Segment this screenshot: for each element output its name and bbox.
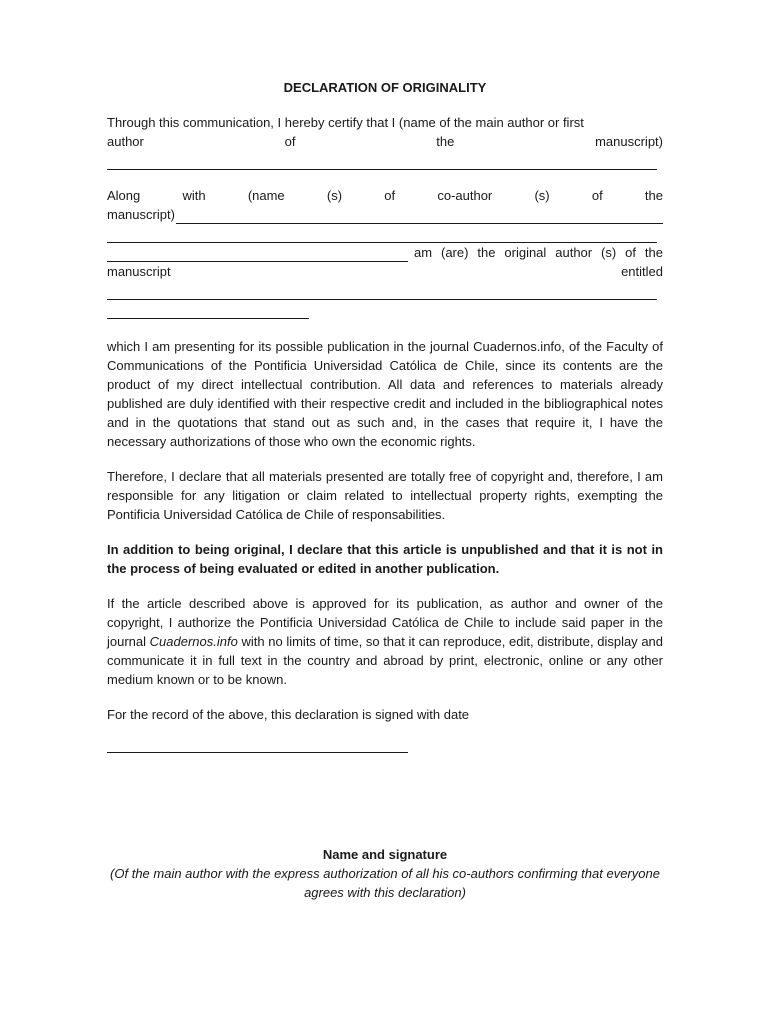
manuscript-title-field-2[interactable]: [107, 300, 309, 319]
spacer: [107, 170, 663, 186]
original-author-text: am (are) the original author (s) of the: [414, 245, 663, 260]
signature-title: Name and signature: [322, 847, 448, 862]
document-title: DECLARATION OF ORIGINALITY: [283, 80, 487, 95]
coauthor-third-line: [107, 243, 663, 262]
coauthor-name-field-1[interactable]: [176, 209, 663, 224]
spacer: [107, 319, 663, 337]
coauthor-name-field-2[interactable]: [107, 224, 657, 243]
coauthor-first-line: [107, 205, 663, 224]
authorization-text-1: If the article described above is approved for its publication, as author and owner of the copyright, I authorize the Pontificia Universidad Católica de Chile to include said paper in the journal: [107, 596, 663, 649]
copyright-paragraph: Therefore, I declare that all materials presented are totally free of copyright and, therefore, I am responsible for any litigation or claim related to intellectual property rights, exempting the Pontificia Universidad Católica de Chile of responsabilities.: [107, 469, 663, 522]
authorization-text-2: with no limits of time, so that it can reproduce, edit, distribute, display and communicate it in full text in the country and abroad by print, electronic, online or any other medium known or to be known.: [107, 634, 664, 687]
author-intro-line-2: author of the manuscript): [107, 134, 663, 149]
unpublished-statement: In addition to being original, I declare that this article is unpublished and that it is not in the process of being evaluated or edited in another publication.: [107, 542, 663, 576]
coauthor-intro-line: Along with (name (s) of co-author (s) of the: [107, 188, 663, 203]
manuscript-title-field-1[interactable]: [107, 281, 657, 300]
coauthor-name-field-3[interactable]: [107, 247, 408, 262]
author-paragraph: [107, 113, 663, 132]
document-body: [107, 113, 663, 724]
spacer: [107, 689, 663, 705]
author-intro-line: Through this communication, I hereby certify that I (name of the main author or first: [107, 115, 584, 130]
date-field[interactable]: [107, 738, 408, 753]
record-statement: For the record of the above, this declaration is signed with date: [107, 707, 470, 722]
manuscript-entitled-line: manuscript entitled: [107, 264, 663, 279]
authorization-paragraph: [107, 594, 663, 689]
signature-note: (Of the main author with the express authorization of all his co-authors confirming that everyone agrees with this declaration): [110, 866, 660, 900]
coauthor-lead-text: manuscript): [107, 207, 175, 222]
spacer: [107, 451, 663, 467]
journal-name: Cuadernos.info: [149, 634, 238, 649]
publication-paragraph: which I am presenting for its possible publication in the journal Cuadernos.info, of the Faculty of Communications of the Pontificia Universidad Católica de Chile, since its contents are the product of my direct intellectual contribution. All data and references to materials already published are duly identified with their respective credit and included in the bibliographical notes and in the quotations that stand out as such and, in the cases that require it, I have the necessary authorizations of those who own the economic rights.: [107, 339, 663, 449]
spacer: [107, 578, 663, 594]
spacer: [107, 524, 663, 540]
main-author-name-field[interactable]: [107, 151, 657, 170]
